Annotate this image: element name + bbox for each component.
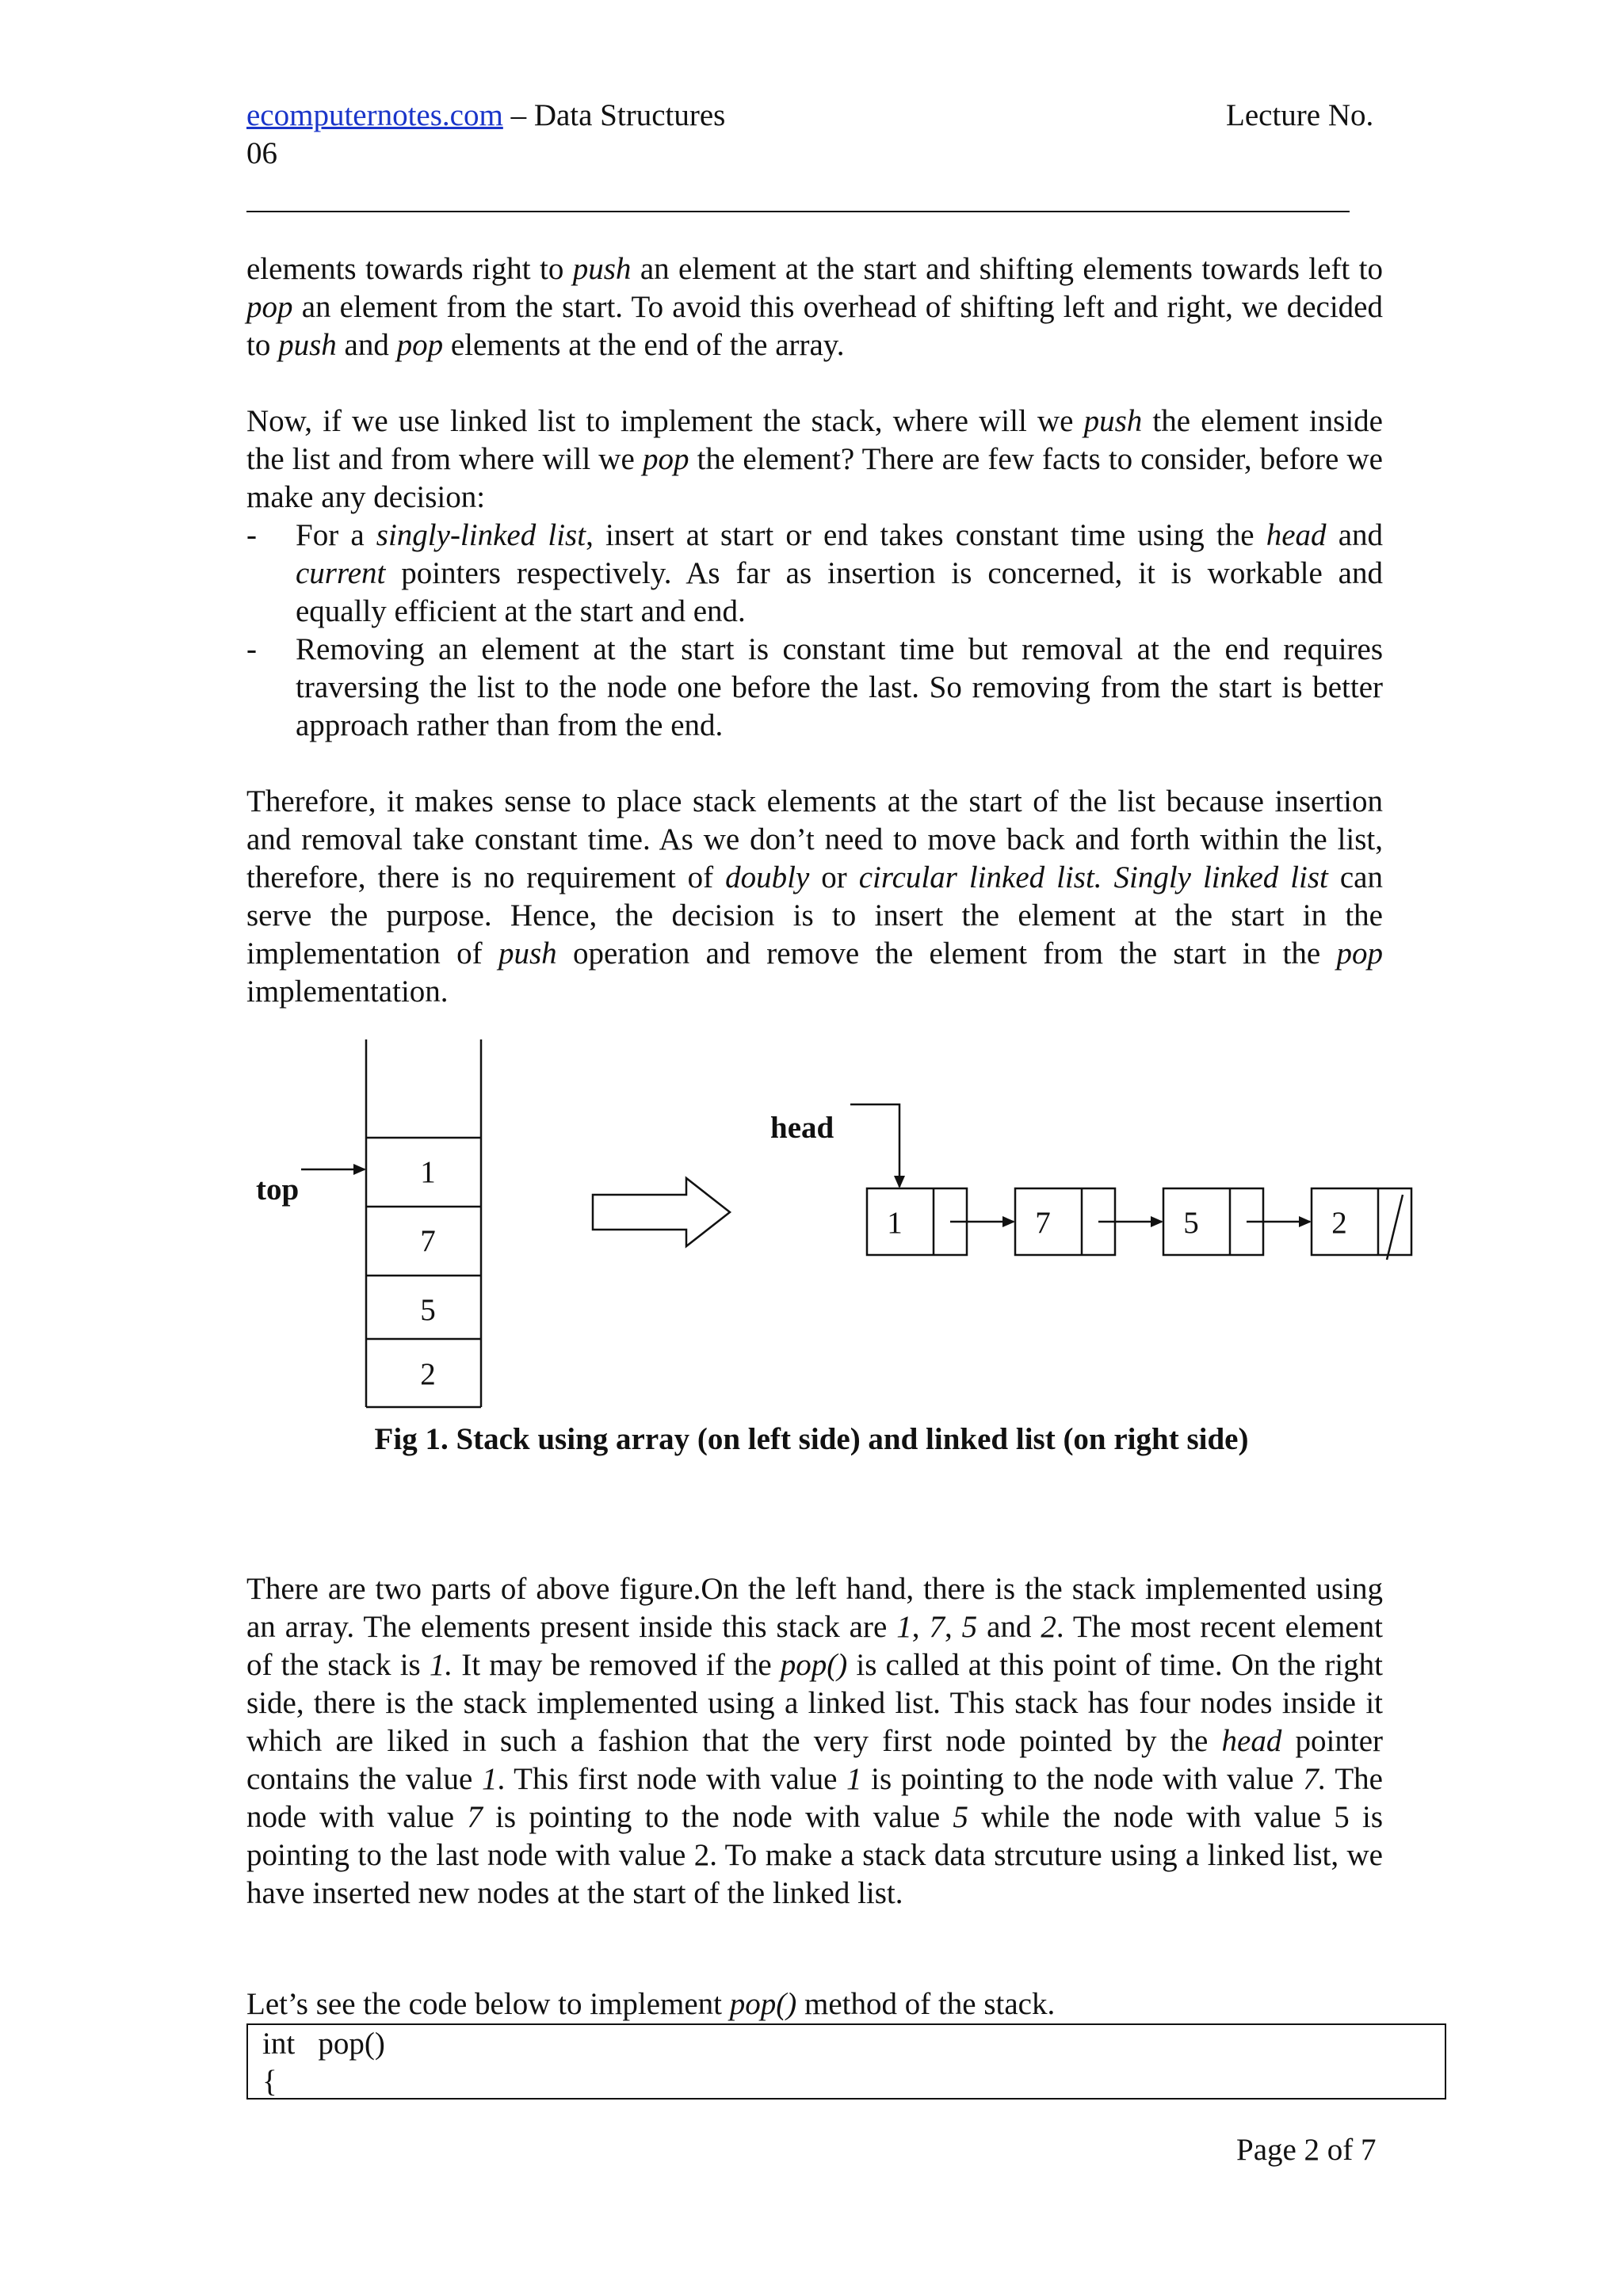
paragraph-3: Therefore, it makes sense to place stack elements at the start of the list because insertion and removal take constant time. As we don’t need to move back and forth within the list, therefore, there is no requirement of doubly or circular linked list. Singly linked list can serve the purpose. Hence, the decision is to insert the element at the start in the implementation of push operation and remove the element from the start in the pop implementation. xyxy=(246,784,1383,1009)
bullet-dash: - xyxy=(246,518,257,552)
header-subject: – Data Structures xyxy=(502,98,726,132)
null-pointer-slash xyxy=(1387,1195,1403,1260)
paragraph-1: elements towards right to push an element at the start and shifting elements towards left to pop an element from the start. To avoid this overhead of shifting left and right, we decided to push and pop elements at the end of the array. xyxy=(246,252,1383,362)
head-label: head xyxy=(770,1111,834,1145)
code-line: int pop() xyxy=(262,2027,385,2061)
list-item: - Removing an element at the start is constant time but removal at the end requires traversing the list to the node one before the last. So removing from the start is better approach rather than from the end. xyxy=(246,632,1383,742)
node-value: 1 xyxy=(887,1206,903,1240)
stack-value: 1 xyxy=(420,1155,436,1189)
list-item: - For a singly-linked list, insert at start or end takes constant time using the head and current pointers respectively. As far as insertion is concerned, it is workable and equally efficient at the start and end. xyxy=(246,518,1384,628)
code-lead-in: Let’s see the code below to implement pop() method of the stack. xyxy=(246,1987,1056,2021)
paragraph-4: There are two parts of above figure.On the left hand, there is the stack implemented using an array. The elements present inside this stack are 1, 7, 5 and 2. The most recent element of the stack is 1. It may be removed if the pop() is called at this point of time. On the right side, there is the stack implemented using a linked list. This stack has four nodes inside it which are liked in such a fashion that the very first node pointed by the head pointer contains the value 1. This first node with value 1 is pointing to the node with value 7. The node with value 7 is pointing to the node with value 5 while the node with value 5 is pointing to the last node with value 2. To make a stack data strcuture using a linked list, we have inserted new nodes at the start of the linked list. xyxy=(246,1572,1384,1910)
bullet-dash: - xyxy=(246,632,257,666)
stack-value: 7 xyxy=(420,1224,436,1258)
code-box xyxy=(246,2023,1446,2100)
site-link[interactable]: ecomputernotes.com xyxy=(246,98,503,132)
node-value: 5 xyxy=(1183,1206,1199,1240)
transform-arrow xyxy=(593,1178,730,1246)
stack-value: 2 xyxy=(420,1357,436,1391)
node-value: 2 xyxy=(1331,1206,1347,1240)
head-pointer-arrow xyxy=(850,1104,899,1187)
figure-caption: Fig 1. Stack using array (on left side) and linked list (on right side) xyxy=(374,1422,1249,1456)
explanation-text xyxy=(246,1570,1383,1913)
paragraph-2: Now, if we use linked list to implement the stack, where will we push the element inside the list and from where will we pop the element? There are few facts to consider, before we make any decision: xyxy=(246,404,1383,514)
page-number: Page 2 of 7 xyxy=(1236,2133,1377,2167)
code-line: { xyxy=(262,2065,277,2099)
top-label: top xyxy=(256,1173,300,1207)
lecture-number: 06 xyxy=(246,136,277,170)
stack-value: 5 xyxy=(420,1293,436,1327)
lecture-label: Lecture No. xyxy=(1226,98,1374,132)
node-value: 7 xyxy=(1035,1206,1051,1240)
